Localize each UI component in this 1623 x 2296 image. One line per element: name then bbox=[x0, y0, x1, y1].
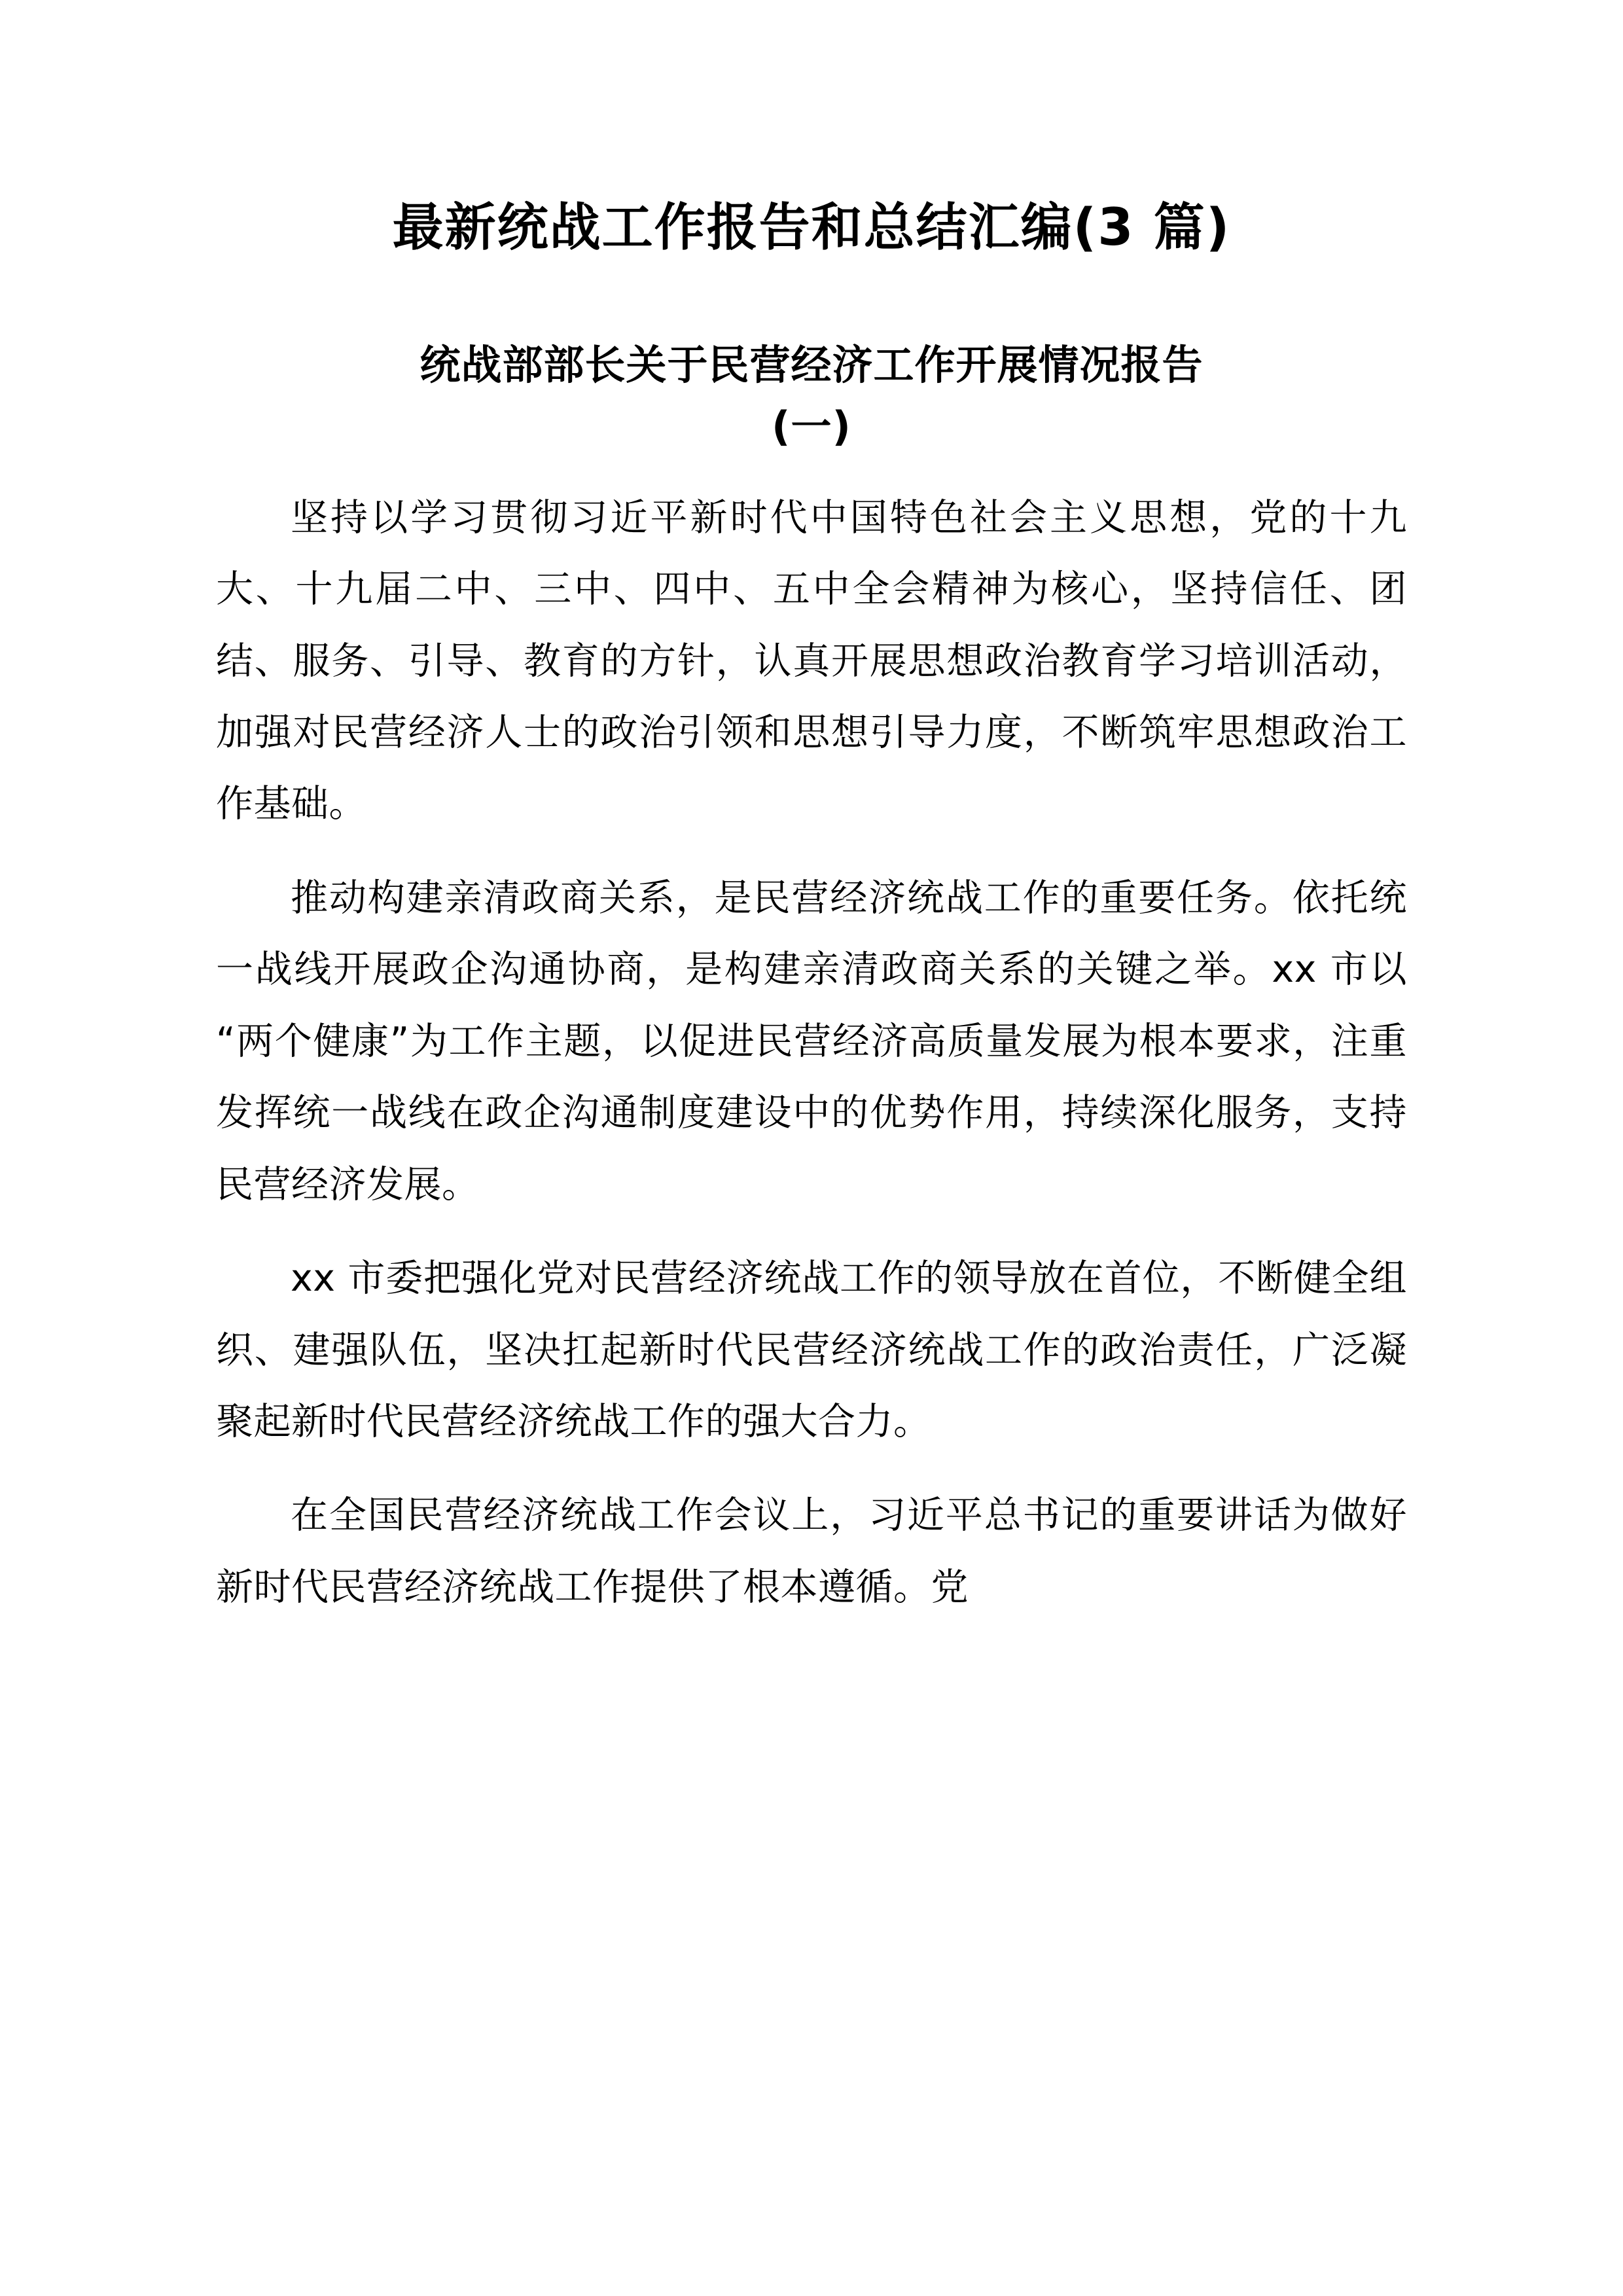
paragraph: xx 市委把强化党对民营经济统战工作的领导放在首位，不断健全组织、建强队伍，坚决扛起新时代民营经济统战工作的政治责任，广泛凝聚起新时代民营经济统战工作的强大合力。 bbox=[216, 1257, 1407, 1443]
section-number: (一) bbox=[772, 403, 851, 451]
document-title: 最新统战工作报告和总结汇编(3 篇) bbox=[392, 198, 1231, 257]
section-title: 统战部部长关于民营经济工作开展情况报告 bbox=[419, 340, 1204, 389]
paragraph: 在全国民营经济统战工作会议上，习近平总书记的重要讲话为做好新时代民营经济统战工作提供了根本遵循。党 bbox=[216, 1494, 1407, 1609]
paragraph: 坚持以学习贯彻习近平新时代中国特色社会主义思想，党的十九大、十九届二中、三中、四中、五中全会精神为核心，坚持信任、团结、服务、引导、教育的方针，认真开展思想政治教育学习培训活动，加强对民营经济人士的政治引领和思想引导力度，不断筑牢思想政治工作基础。 bbox=[216, 495, 1407, 826]
paragraph: 推动构建亲清政商关系，是民营经济统战工作的重要任务。依托统一战线开展政企沟通协商，是构建亲清政商关系的关键之举。xx 市以“两个健康”为工作主题，以促进民营经济高质量发展为根本要求，注重发挥统一战线在政企沟通制度建设中的优势作用，持续深化服务，支持民营经济发展。 bbox=[216, 876, 1407, 1206]
